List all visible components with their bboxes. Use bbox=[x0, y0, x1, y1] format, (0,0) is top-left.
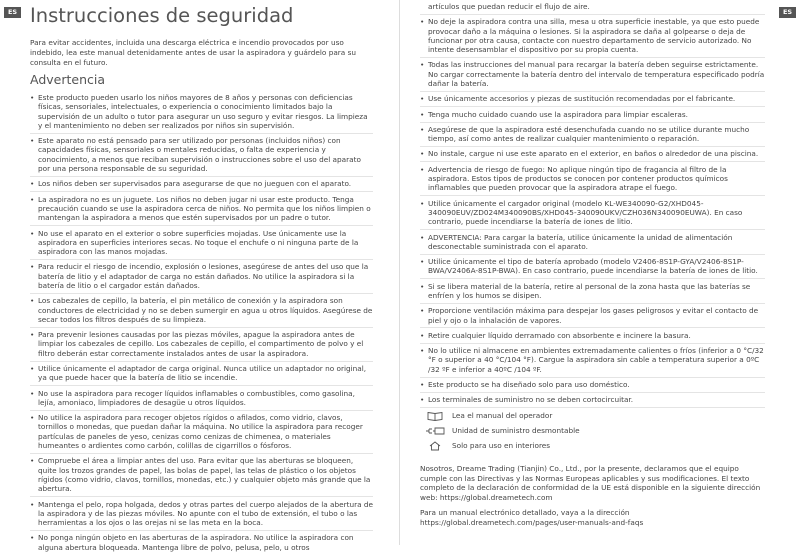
list-item: • Este aparato no está pensado para ser utilizado por personas (incluidos niños) con capacidades físicas, sensoriales o mentales reducidas, o falta de experiencia y conocimiento, a menos que reciban supervisión o instrucciones sobre el uso del aparato por una persona responsable de su seguridad. bbox=[30, 136, 373, 177]
list-item: • Use únicamente accesorios y piezas de sustitución recomendadas por el fabricante. bbox=[420, 94, 765, 107]
detachable-power-supply-icon bbox=[425, 426, 445, 436]
list-item-continuation: artículos que puedan reducir el flujo de aire. bbox=[420, 2, 765, 15]
language-tab-left: ES bbox=[4, 7, 21, 18]
list-item: • Todas las instrucciones del manual para recargar la batería deben seguirse estrictamente. No cargar correctamente la batería dentro del intervalo de temperatura especificado podría dañar la batería. bbox=[420, 60, 765, 91]
list-item: • Los niños deben ser supervisados para asegurarse de que no jueguen con el aparato. bbox=[30, 179, 373, 192]
list-item: • Para prevenir lesiones causadas por las piezas móviles, apague la aspiradora antes de limpiar los cabezales de cepillo. Los cabezales de cepillo, el compartimento de polvo y el filtro deberán estar correctamente instalados antes de usar la aspiradora. bbox=[30, 330, 373, 361]
symbol-row-power-supply bbox=[425, 426, 580, 436]
list-item: • Asegúrese de que la aspiradora esté desenchufada cuando no se utilice durante mucho tiempo, así como antes de realizar cualquier mantenimiento o reparación. bbox=[420, 125, 765, 147]
list-item: • No deje la aspiradora contra una silla, mesa u otra superficie inestable, ya que esto puede provocar daño a la máquina o lesiones. Si la aspiradora se daña al golpearse o deja de funcionar por otra causa, contacte con nuestro departamento de servicio autorizado. No intente desensamblar el dispositivo por su propia cuenta. bbox=[420, 17, 765, 58]
declaration-text: Nosotros, Dreame Trading (Tianjin) Co., Ltd., por la presente, declaramos que el equipo cumple con las Directivas y las Normas Europeas aplicables y sus modificaciones. El texto completo de la declaración de conformidad de la UE está disponible en la siguiente dirección web: https://global.dreametech.com bbox=[420, 464, 761, 502]
list-item: • Este producto pueden usarlo los niños mayores de 8 años y personas con deficiencias físicas, sensoriales, intelectuales, o experiencia o conocimiento limitados bajo la supervisión de un adulto o tutor para asegurar un uso seguro y evitar riesgos. La limpieza y el mantenimiento no deben ser realizados por niños sin supervisión. bbox=[30, 93, 373, 134]
page-title: Instrucciones de seguridad bbox=[30, 4, 294, 27]
list-item: • Este producto se ha diseñado solo para uso doméstico. bbox=[420, 380, 765, 393]
list-item: • Utilice únicamente el cargador original (modelo KL-WE340090-G2/XHD045-340090EUV/ZD024M340090BS/XHD045-340090UKV/CZH036N340090EUWA). En caso contrario, puede incendiarse la batería de iones de litio. bbox=[420, 199, 765, 230]
list-item: • Retire cualquier líquido derramado con absorbente e incinere la basura. bbox=[420, 331, 765, 344]
list-item: • Utilice únicamente el tipo de batería aprobado (modelo V2406-8S1P-GYA/V2406-8S1P-BWA/V2406A-8S1P-BWA). En caso contrario, puede incendiarse la batería de iones de litio. bbox=[420, 257, 765, 279]
list-item: • Compruebe el área a limpiar antes del uso. Para evitar que las aberturas se bloqueen, quite los trozos grandes de papel, las bolas de papel, las telas de plástico o los objetos rígidos (como vidrio, clavos, tornillos, monedas, etc.) y cualquier objeto más grande que la abertura. bbox=[30, 456, 373, 497]
list-item: • No use el aparato en el exterior o sobre superficies mojadas. Use únicamente use la aspiradora en superficies interiores secas. No toque el enchufe o ni ninguna parte de la aspiradora con las manos mojadas. bbox=[30, 229, 373, 260]
list-item: • No ponga ningún objeto en las aberturas de la aspiradora. No utilice la aspiradora con alguna abertura bloqueada. Mantenga libre de polvo, pelusa, pelo, u otros bbox=[30, 533, 373, 554]
list-item: • Mantenga el pelo, ropa holgada, dedos y otras partes del cuerpo alejados de la abertura de la aspiradora y de las piezas móviles. No apunte con el tubo de extensión, el tubo o las herramientas a los ojos o las orejas ni se las meta en la boca. bbox=[30, 500, 373, 531]
symbol-label: Unidad de suministro desmontable bbox=[452, 426, 580, 435]
symbol-row-indoor bbox=[425, 441, 550, 451]
left-warning-list bbox=[30, 93, 373, 557]
list-item: • No use la aspiradora para recoger líquidos inflamables o combustibles, como gasolina, lejía, amoniaco, limpiadores de desagüe u otros líquidos. bbox=[30, 389, 373, 411]
warning-heading: Advertencia bbox=[30, 72, 106, 87]
book-icon bbox=[425, 411, 445, 421]
list-item: • Los cabezales de cepillo, la batería, el pin metálico de conexión y la aspiradora son conductores de electricidad y no se deben sumergir en agua u otros líquidos. Asegúrese de secar todos los filtros después de su limpieza. bbox=[30, 296, 373, 327]
symbol-label: Lea el manual del operador bbox=[452, 411, 553, 420]
intro-text: Para evitar accidentes, incluida una descarga eléctrica e incendio provocados por uso indebido, lea este manual detenidamente antes de usar la aspiradora y guárdelo para su consulta en el futuro. bbox=[30, 38, 357, 67]
page-divider bbox=[399, 0, 400, 545]
list-item: • No lo utilice ni almacene en ambientes extremadamente calientes o fríos (inferior a 0 °C/32 °F o superior a 40 °C/104 °F). Cargue la aspiradora sin cable a temperatura superior a 0ºC /32 ºF e inferior a 40ºC /104 ºF. bbox=[420, 346, 765, 377]
house-icon bbox=[425, 441, 445, 451]
language-tab-right: ES bbox=[779, 7, 796, 18]
right-warning-list bbox=[420, 2, 765, 411]
list-item: • Los terminales de suministro no se deben cortocircuitar. bbox=[420, 395, 765, 408]
list-item: • Para reducir el riesgo de incendio, explosión o lesiones, asegúrese de antes del uso que la batería de litio y el adaptador de carga no están dañados. No utilice la aspiradora si la batería de litio o el cargador están dañados. bbox=[30, 262, 373, 293]
symbol-label: Solo para uso en interiores bbox=[452, 441, 551, 450]
list-item: • Si se libera material de la batería, retire al personal de la zona hasta que las baterías se enfríen y los humos se disipen. bbox=[420, 282, 765, 304]
list-item: • ADVERTENCIA: Para cargar la batería, utilice únicamente la unidad de alimentación desconectable suministrada con el aparato. bbox=[420, 233, 765, 255]
list-item: • Tenga mucho cuidado cuando use la aspiradora para limpiar escaleras. bbox=[420, 110, 765, 123]
list-item: • No utilice la aspiradora para recoger objetos rígidos o afilados, como vidrio, clavos, tornillos o monedas, que puedan dañar la máquina. No utilice la aspiradora para recoger partículas de paneles de yeso, cenizas como cenizas de chimenea, o materiales humeantes o ardientes como carbón, colillas de cigarrillos o fósforos. bbox=[30, 413, 373, 454]
list-item: • Advertencia de riesgo de fuego: No aplique ningún tipo de fragancia al filtro de la aspiradora. Estos tipos de productos se conocen por contener productos químicos inflamables que pueden provocar que la aspiradora atrape el fuego. bbox=[420, 165, 765, 196]
symbol-row-manual bbox=[425, 411, 552, 421]
list-item: • No instale, cargue ni use este aparato en el exterior, en baños o alrededor de una piscina. bbox=[420, 149, 765, 162]
list-item: • Proporcione ventilación máxima para despejar los gases peligrosos y evitar el contacto de piel y ojo o la inhalación de vapores. bbox=[420, 306, 765, 328]
electronic-manual-text: Para un manual electrónico detallado, vaya a la dirección https://global.dreametech.com/pages/user-manuals-and-faqs bbox=[420, 508, 644, 527]
list-item: • Utilice únicamente el adaptador de carga original. Nunca utilice un adaptador no original, ya que puede hacer que la batería de litio se incendie. bbox=[30, 364, 373, 386]
list-item: • La aspiradora no es un juguete. Los niños no deben jugar ni usar este producto. Tenga precaución cuando se use la aspiradora cerca de niños. No permita que los niños limpien o mantengan la aspiradora a menos que estén supervisados por un padre o tutor. bbox=[30, 195, 373, 226]
